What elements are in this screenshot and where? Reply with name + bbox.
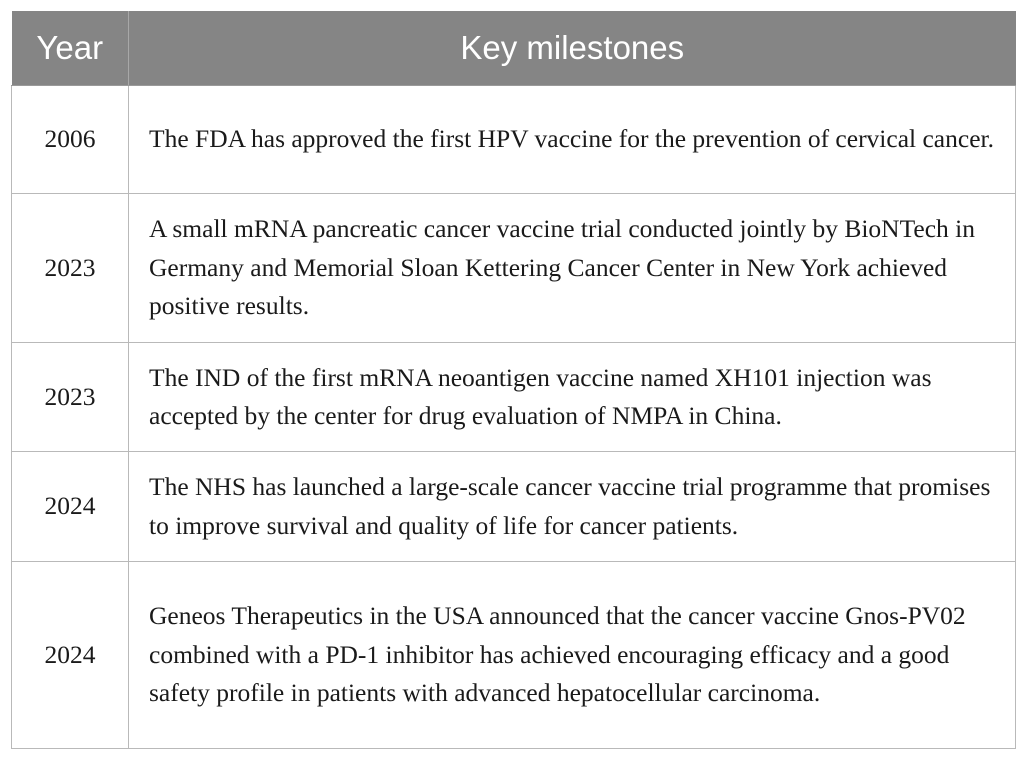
- milestone-cell: The FDA has approved the first HPV vaccine for the prevention of cervical cancer.: [129, 86, 1016, 194]
- milestone-cell: Geneos Therapeutics in the USA announced that the cancer vaccine Gnos-PV02 combined with a PD-1 inhibitor has achieved encouraging efficacy and a good safety profile in patients with advanced hepatocellular carcinoma.: [129, 562, 1016, 749]
- header-row: [12, 11, 1016, 86]
- year-cell: 2024: [12, 562, 129, 749]
- table-row: [12, 194, 1016, 343]
- table-row: [12, 343, 1016, 452]
- year-cell: 2023: [12, 194, 129, 343]
- milestone-cell: The NHS has launched a large-scale cancer vaccine trial programme that promises to improve survival and quality of life for cancer patients.: [129, 452, 1016, 562]
- table-header: [12, 11, 1016, 86]
- milestone-cell: A small mRNA pancreatic cancer vaccine trial conducted jointly by BioNTech in Germany and Memorial Sloan Kettering Cancer Center in New York achieved positive results.: [129, 194, 1016, 343]
- table-body: [12, 86, 1016, 749]
- year-column-header: Year: [12, 11, 129, 86]
- table-row: [12, 86, 1016, 194]
- milestones-table-container: [11, 11, 1015, 749]
- year-cell: 2023: [12, 343, 129, 452]
- year-cell: 2006: [12, 86, 129, 194]
- milestones-table: [11, 11, 1016, 749]
- milestone-cell: The IND of the first mRNA neoantigen vaccine named XH101 injection was accepted by the center for drug evaluation of NMPA in China.: [129, 343, 1016, 452]
- milestones-column-header: Key milestones: [129, 11, 1016, 86]
- table-row: [12, 452, 1016, 562]
- year-cell: 2024: [12, 452, 129, 562]
- table-row: [12, 562, 1016, 749]
